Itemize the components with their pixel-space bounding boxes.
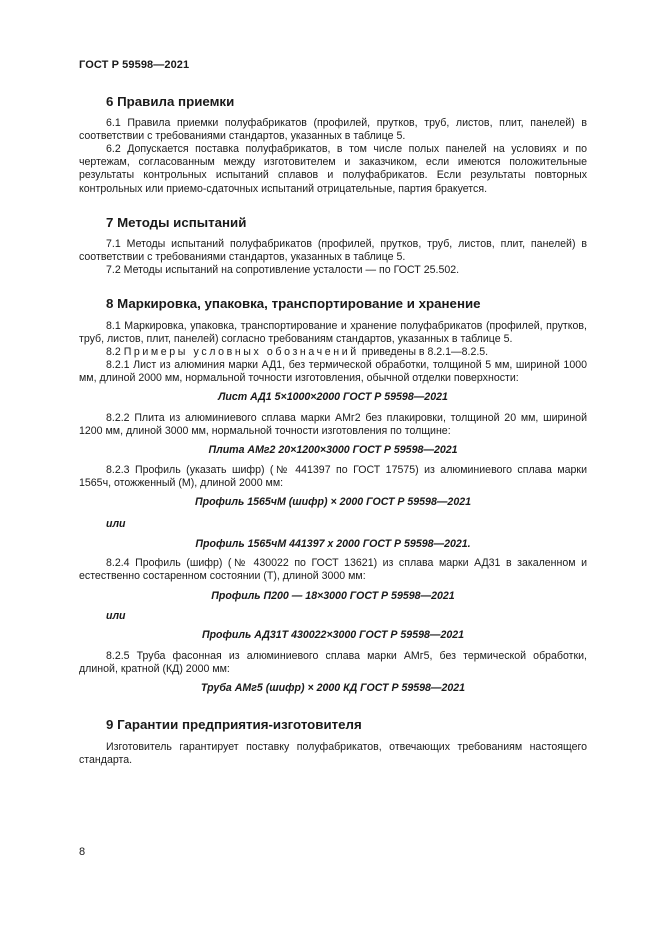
section-7-title: 7 Методы испытаний — [106, 215, 247, 230]
or-label-2: или — [106, 610, 126, 622]
page-number: 8 — [79, 846, 86, 858]
paragraph-6-2: 6.2 Допускается поставка полуфабрикатов, в том числе полых панелей на условиях и по чертежам, согласованным между изготовителем и заказчиком, если имеются положительные результаты контрольных испытаний сплавов и полуфабрикатов. Если результаты повторных контрольных или приемо-сдаточных испытаний отрицательные, партия бракуется. — [79, 143, 587, 195]
designation-8-2-5: Труба АМг5 (шифр) × 2000 КД ГОСТ Р 59598—2021 — [200, 682, 466, 694]
standard-header: ГОСТ Р 59598—2021 — [79, 59, 190, 71]
paragraph-8-2-1: 8.2.1 Лист из алюминия марки АД1, без термической обработки, толщиной 5 мм, шириной 1000 мм, длиной 2000 мм, нормальной точности изготовления, обычной отделки поверхности: — [79, 359, 587, 385]
section-9-title: 9 Гарантии предприятия-изготовителя — [106, 717, 362, 732]
designation-8-2-3-a: Профиль 1565чМ (шифр) × 2000 ГОСТ Р 59598—2021 — [194, 496, 471, 508]
designation-8-2-3-b: Профиль 1565чМ 441397 х 2000 ГОСТ Р 59598—2021. — [195, 538, 471, 550]
designation-8-2-4-b: Профиль АД31Т 430022×3000 ГОСТ Р 59598—2021 — [201, 629, 465, 641]
paragraph-8-2-2: 8.2.2 Плита из алюминиевого сплава марки АМг2 без плакировки, толщиной 20 мм, шириной 1200 мм, длиной 3000 мм, нормальной точности изготовления по толщине: — [79, 412, 587, 438]
paragraph-6-1: 6.1 Правила приемки полуфабрикатов (профилей, прутков, труб, листов, плит, панелей) в соответствии с требованиями стандартов, указанных в таблице 5. — [79, 117, 587, 143]
paragraph-8-2-4: 8.2.4 Профиль (шифр) (№ 430022 по ГОСТ 13621) из сплава марки АД31 в закаленном и естественно состаренном состоянии (Т), длиной 3000 мм: — [79, 557, 587, 583]
paragraph-9: Изготовитель гарантирует поставку полуфабрикатов, отвечающих требованиям настоящего стандарта. — [79, 741, 587, 767]
paragraph-8-2-spaced-text: Примеры условных обозначений — [123, 346, 359, 358]
paragraph-8-2-rest: приведены в 8.2.1—8.2.5. — [361, 346, 489, 358]
paragraph-8-1: 8.1 Маркировка, упаковка, транспортирование и хранение полуфабрикатов (профилей, прутков, труб, листов, плит, панелей) согласно требованиям стандартов, указанных в таблице 5. — [79, 320, 587, 346]
designation-8-2-2: Плита АМг2 20×1200×3000 ГОСТ Р 59598—2021 — [208, 444, 458, 456]
designation-8-2-4-a: Профиль П200 — 18×3000 ГОСТ Р 59598—2021 — [211, 590, 455, 602]
paragraph-8-2-3: 8.2.3 Профиль (указать шифр) (№ 441397 по ГОСТ 17575) из алюминиевого сплава марки 1565ч, отожженный (М), длиной 2000 мм: — [79, 464, 587, 490]
paragraph-8-2-number: 8.2 — [106, 346, 121, 358]
designation-8-2-1: Лист АД1 5×1000×2000 ГОСТ Р 59598—2021 — [218, 391, 448, 403]
paragraph-8-2-5: 8.2.5 Труба фасонная из алюминиевого сплава марки АМг5, без термической обработки, длиной, кратной (КД) 2000 мм: — [79, 650, 587, 676]
paragraph-8-2 — [106, 346, 587, 359]
section-8-title: 8 Маркировка, упаковка, транспортирование и хранение — [106, 296, 481, 311]
or-label-1: или — [106, 518, 126, 530]
paragraph-7-2: 7.2 Методы испытаний на сопротивление усталости — по ГОСТ 25.502. — [106, 264, 460, 276]
section-6-title: 6 Правила приемки — [106, 94, 235, 109]
paragraph-7-1: 7.1 Методы испытаний полуфабрикатов (профилей, прутков, труб, листов, плит, панелей) в соответствии с требованиями стандартов, указанных в таблице 5. — [79, 238, 587, 264]
